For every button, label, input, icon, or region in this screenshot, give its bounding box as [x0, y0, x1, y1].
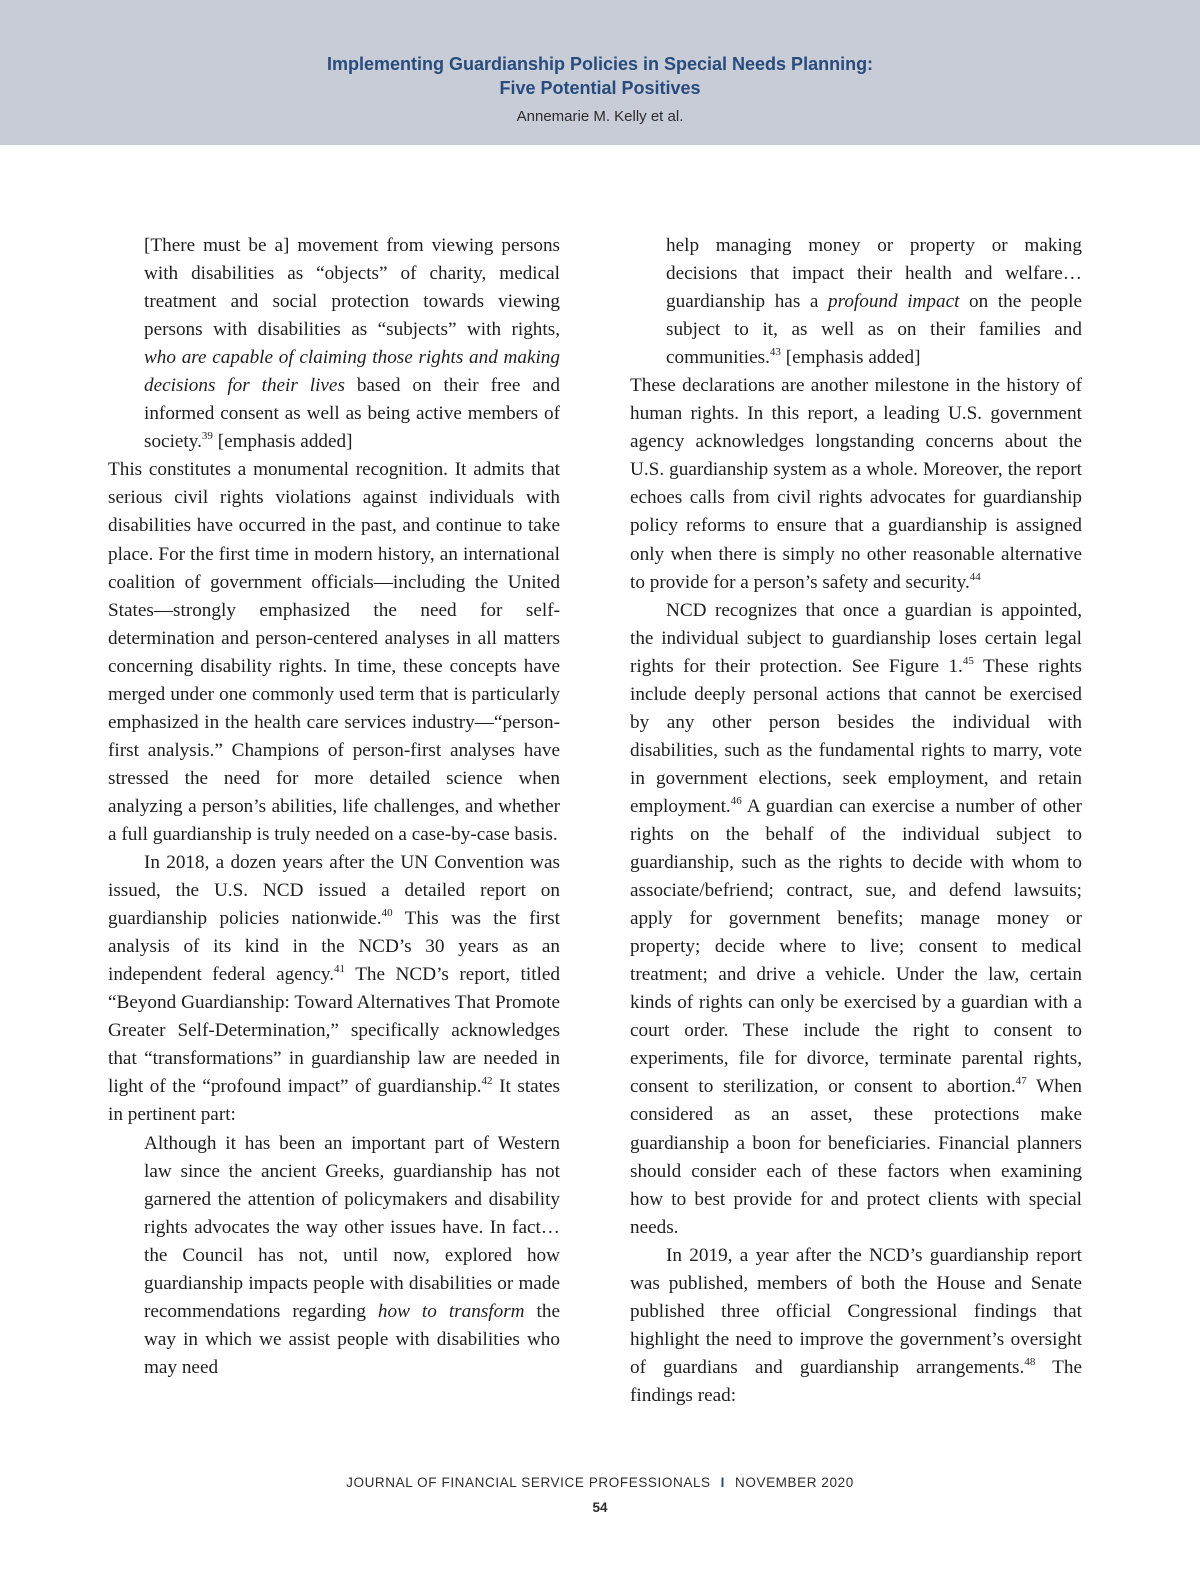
paragraph-text: It states in pertinent part:	[108, 1076, 560, 1126]
paragraph-text: The NCD’s report, titled “Beyond Guardianship: Toward Alternatives That Promote Greater Self-Determination,” specifically acknowledges that “transformations” in guardianship law are needed in light of the “profound impact” of guardianship.	[108, 964, 560, 1098]
body-paragraph: This constitutes a monumental recognition. It admits that serious civil rights violations against individuals with disabilities have occurred in the past, and continue to take place. For the first time in modern history, an international coalition of government officials—including the United States—strongly emphasized the need for self-determination and person-centered analyses in all matters concerning disability rights. In time, these concepts have merged under one commonly used term that is particularly emphasized in the health care services industry—“person-first analysis.” Champions of person-first analyses have stressed the need for more detailed science when analyzing a person’s abilities, life challenges, and whether a full guardianship is truly needed on a case-by-case basis.	[108, 459, 560, 845]
article-header	[0, 0, 1200, 145]
block-quote-ncd-report	[108, 1130, 560, 1382]
paragraph-text: When considered as an asset, these protections make guardianship a boon for beneficiaries. Financial planners should consider each of these factors when examining how to best provide for and protect clients with special needs.	[630, 1076, 1082, 1238]
block-quote-un-convention	[108, 232, 560, 456]
article-title-line-2: Five Potential Positives	[499, 78, 701, 98]
quote-emphasis-note: [emphasis added]	[780, 347, 921, 369]
paragraph-text: This was the first analysis of its kind in the NCD’s 30 years as an independent federal agency.	[108, 908, 560, 986]
page-number: 54	[592, 1500, 608, 1515]
paragraph-text: In 2018, a dozen years after the UN Convention was issued, the U.S. NCD issued a detailed report on guardianship policies nationwide.	[108, 852, 560, 930]
issue-date: NOVEMBER 2020	[735, 1475, 854, 1490]
quote-emphasis: who are capable of claiming those rights and making decisions for their lives	[144, 347, 560, 397]
footnote-ref: 39	[201, 430, 213, 443]
footnote-ref: 42	[481, 1075, 493, 1088]
paragraph-text: These rights include deeply personal actions that cannot be exercised by any other person besides the individual with disabilities, such as the fundamental rights to marry, vote in government elections, seek employment, and retain employment.	[630, 655, 1082, 817]
footnote-ref: 44	[969, 570, 981, 583]
paragraph-text: In 2019, a year after the NCD’s guardianship report was published, members of both the House and Senate published three official Congressional findings that highlight the need to improve the government’s oversight of guardians and guardianship arrangements.	[630, 1244, 1082, 1378]
body-paragraph	[630, 372, 1082, 596]
article-title-line-1: Implementing Guardianship Policies in Special Needs Planning:	[326, 54, 874, 74]
paragraph-text: A guardian can exercise a number of other rights on the behalf of the individual subject to guardianship, such as the rights to decide with whom to associate/befriend; contract, sue, and defend lawsuits; apply for government benefits; manage money or property; decide where to live; consent to medical treatment; and drive a vehicle. Under the law, certain kinds of rights can only be exercised by a guardian with a court order. These include the right to consent to experiments, file for divorce, terminate parental rights, consent to sterilization, or consent to abortion.	[630, 795, 1082, 1098]
footnote-ref: 41	[334, 963, 345, 976]
paragraph-text: NCD recognizes that once a guardian is appointed, the individual subject to guardianship loses certain legal rights for their protection. See Figure 1.	[630, 599, 1082, 677]
page-footer	[0, 1475, 1200, 1490]
quote-text: on the people subject to it, as well as on their families and communities.	[666, 291, 1082, 369]
footnote-ref: 40	[381, 907, 393, 920]
footer-separator: I	[720, 1475, 726, 1490]
footnote-ref: 43	[769, 346, 781, 359]
footnote-ref: 47	[1015, 1075, 1027, 1088]
body-paragraph	[108, 849, 560, 1129]
quote-text: based on their free and informed consent as well as being active members of society.	[144, 375, 560, 453]
paragraph-text: These declarations are another milestone in the history of human rights. In this report, a leading U.S. government agency acknowledges longstanding concerns about the U.S. guardianship system as a whole. Moreover, the report echoes calls from civil rights advocates for guardianship policy reforms to ensure that a guardianship is assigned only when there is simply no other reasonable alternative to provide for a person’s safety and security.	[630, 375, 1082, 593]
block-quote-ncd-report-continued	[630, 232, 1082, 372]
paragraph-text: The findings read:	[630, 1356, 1083, 1406]
quote-text: help managing money or property or making decisions that impact their health and welfare… guardianship has a	[666, 235, 1082, 313]
body-paragraph	[630, 597, 1082, 1242]
article-title	[0, 52, 1200, 100]
footnote-ref: 46	[730, 794, 742, 807]
article-authors: Annemarie M. Kelly et al.	[516, 108, 684, 125]
quote-text: Although it has been an important part of Western law since the ancient Greeks, guardianship has not garnered the attention of policymakers and disability rights advocates the way other issues have. In fact…the Council has not, until now, explored how guardianship impacts people with disabilities or made recommendations regarding	[144, 1132, 560, 1322]
footnote-ref: 45	[962, 654, 974, 667]
journal-name: JOURNAL OF FINANCIAL SERVICE PROFESSIONALS	[346, 1475, 711, 1490]
quote-emphasis: profound impact	[827, 291, 960, 313]
footnote-ref: 48	[1024, 1355, 1036, 1368]
quote-text: the way in which we assist people with disabilities who may need	[144, 1300, 560, 1378]
quote-emphasis-note: [emphasis added]	[212, 431, 353, 453]
quote-emphasis: how to transform	[377, 1300, 525, 1322]
body-paragraph	[630, 1242, 1082, 1410]
quote-text: [There must be a] movement from viewing persons with disabilities as “objects” of charity, medical treatment and social protection towards viewing persons with disabilities as “subjects” with rights,	[144, 235, 560, 341]
right-column	[630, 232, 1082, 1410]
left-column	[108, 232, 560, 1382]
